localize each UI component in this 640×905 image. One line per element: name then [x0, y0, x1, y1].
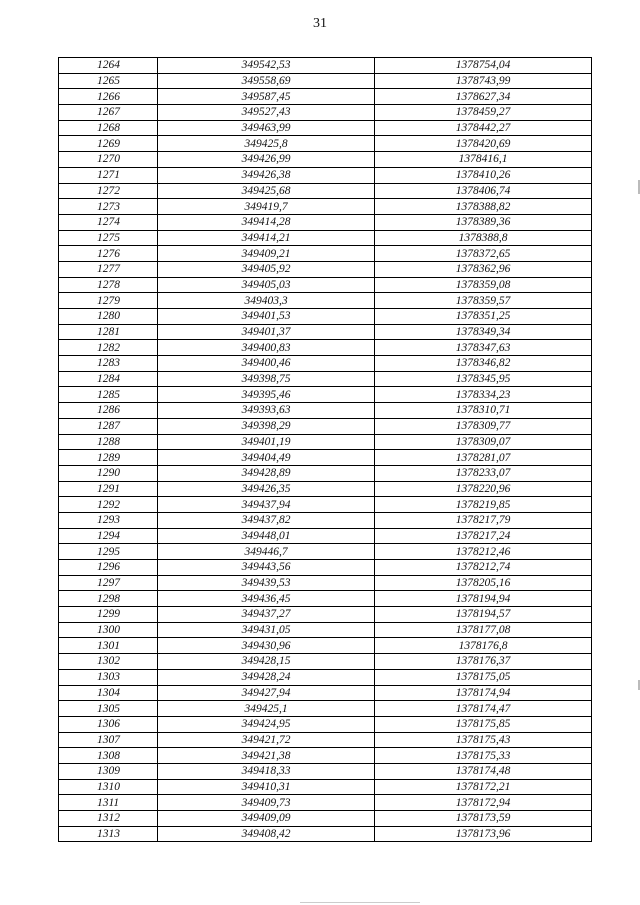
y-coordinate-cell: 1378174,47	[375, 701, 592, 717]
x-coordinate-cell: 349409,09	[158, 811, 375, 827]
y-coordinate-cell: 1378388,82	[375, 199, 592, 215]
point-number-cell: 1272	[59, 183, 158, 199]
table-row	[59, 560, 592, 576]
y-coordinate-cell: 1378627,34	[375, 89, 592, 105]
x-coordinate-cell: 349395,46	[158, 387, 375, 403]
y-coordinate-cell: 1378176,37	[375, 654, 592, 670]
x-coordinate-cell: 349448,01	[158, 528, 375, 544]
table-row	[59, 136, 592, 152]
point-number-cell: 1312	[59, 811, 158, 827]
point-number-cell: 1299	[59, 607, 158, 623]
x-coordinate-cell: 349437,94	[158, 497, 375, 513]
table-row	[59, 293, 592, 309]
y-coordinate-cell: 1378334,23	[375, 387, 592, 403]
table-row	[59, 356, 592, 372]
y-coordinate-cell: 1378347,63	[375, 340, 592, 356]
x-coordinate-cell: 349425,1	[158, 701, 375, 717]
point-number-cell: 1285	[59, 387, 158, 403]
table-row	[59, 214, 592, 230]
x-coordinate-cell: 349428,24	[158, 669, 375, 685]
table-row	[59, 732, 592, 748]
y-coordinate-cell: 1378459,27	[375, 105, 592, 121]
table-row	[59, 544, 592, 560]
point-number-cell: 1287	[59, 418, 158, 434]
y-coordinate-cell: 1378175,05	[375, 669, 592, 685]
y-coordinate-cell: 1378194,57	[375, 607, 592, 623]
y-coordinate-cell: 1378172,21	[375, 779, 592, 795]
x-coordinate-cell: 349424,95	[158, 716, 375, 732]
x-coordinate-cell: 349403,3	[158, 293, 375, 309]
table-row	[59, 669, 592, 685]
table-row	[59, 512, 592, 528]
y-coordinate-cell: 1378175,85	[375, 716, 592, 732]
scan-bottom-mark	[300, 902, 420, 903]
x-coordinate-cell: 349430,96	[158, 638, 375, 654]
point-number-cell: 1268	[59, 120, 158, 136]
table-row	[59, 654, 592, 670]
x-coordinate-cell: 349414,21	[158, 230, 375, 246]
y-coordinate-cell: 1378194,94	[375, 591, 592, 607]
point-number-cell: 1279	[59, 293, 158, 309]
point-number-cell: 1271	[59, 167, 158, 183]
y-coordinate-cell: 1378219,85	[375, 497, 592, 513]
y-coordinate-cell: 1378212,46	[375, 544, 592, 560]
y-coordinate-cell: 1378442,27	[375, 120, 592, 136]
point-number-cell: 1302	[59, 654, 158, 670]
x-coordinate-cell: 349414,28	[158, 214, 375, 230]
point-number-cell: 1294	[59, 528, 158, 544]
y-coordinate-cell: 1378281,07	[375, 450, 592, 466]
point-number-cell: 1267	[59, 105, 158, 121]
table-row	[59, 403, 592, 419]
point-number-cell: 1304	[59, 685, 158, 701]
point-number-cell: 1282	[59, 340, 158, 356]
y-coordinate-cell: 1378212,74	[375, 560, 592, 576]
page-number: 31	[313, 16, 327, 31]
point-number-cell: 1307	[59, 732, 158, 748]
x-coordinate-cell: 349401,19	[158, 434, 375, 450]
point-number-cell: 1276	[59, 246, 158, 262]
y-coordinate-cell: 1378345,95	[375, 371, 592, 387]
table-row	[59, 167, 592, 183]
point-number-cell: 1265	[59, 73, 158, 89]
table-row	[59, 779, 592, 795]
table-row	[59, 387, 592, 403]
y-coordinate-cell: 1378420,69	[375, 136, 592, 152]
table-row	[59, 152, 592, 168]
point-number-cell: 1274	[59, 214, 158, 230]
x-coordinate-cell: 349400,46	[158, 356, 375, 372]
point-number-cell: 1313	[59, 826, 158, 842]
x-coordinate-cell: 349425,68	[158, 183, 375, 199]
y-coordinate-cell: 1378173,96	[375, 826, 592, 842]
y-coordinate-cell: 1378175,43	[375, 732, 592, 748]
y-coordinate-cell: 1378372,65	[375, 246, 592, 262]
y-coordinate-cell: 1378217,79	[375, 512, 592, 528]
x-coordinate-cell: 349405,03	[158, 277, 375, 293]
x-coordinate-cell: 349421,38	[158, 748, 375, 764]
x-coordinate-cell: 349405,92	[158, 261, 375, 277]
table-row	[59, 622, 592, 638]
table-row	[59, 748, 592, 764]
point-number-cell: 1290	[59, 465, 158, 481]
table-row	[59, 246, 592, 262]
table-row	[59, 73, 592, 89]
y-coordinate-cell: 1378205,16	[375, 575, 592, 591]
x-coordinate-cell: 349527,43	[158, 105, 375, 121]
y-coordinate-cell: 1378410,26	[375, 167, 592, 183]
y-coordinate-cell: 1378233,07	[375, 465, 592, 481]
y-coordinate-cell: 1378173,59	[375, 811, 592, 827]
x-coordinate-cell: 349401,53	[158, 309, 375, 325]
point-number-cell: 1266	[59, 89, 158, 105]
point-number-cell: 1281	[59, 324, 158, 340]
x-coordinate-cell: 349398,75	[158, 371, 375, 387]
y-coordinate-cell: 1378362,96	[375, 261, 592, 277]
y-coordinate-cell: 1378172,94	[375, 795, 592, 811]
x-coordinate-cell: 349437,82	[158, 512, 375, 528]
point-number-cell: 1303	[59, 669, 158, 685]
table-row	[59, 324, 592, 340]
x-coordinate-cell: 349443,56	[158, 560, 375, 576]
point-number-cell: 1295	[59, 544, 158, 560]
x-coordinate-cell: 349419,7	[158, 199, 375, 215]
table-row	[59, 371, 592, 387]
y-coordinate-cell: 1378309,07	[375, 434, 592, 450]
table-row	[59, 481, 592, 497]
y-coordinate-cell: 1378406,74	[375, 183, 592, 199]
table-row	[59, 497, 592, 513]
x-coordinate-cell: 349463,99	[158, 120, 375, 136]
table-row	[59, 230, 592, 246]
point-number-cell: 1305	[59, 701, 158, 717]
x-coordinate-cell: 349426,99	[158, 152, 375, 168]
table-row	[59, 826, 592, 842]
y-coordinate-cell: 1378388,8	[375, 230, 592, 246]
x-coordinate-cell: 349428,15	[158, 654, 375, 670]
x-coordinate-cell: 349421,72	[158, 732, 375, 748]
y-coordinate-cell: 1378416,1	[375, 152, 592, 168]
y-coordinate-cell: 1378220,96	[375, 481, 592, 497]
y-coordinate-cell: 1378176,8	[375, 638, 592, 654]
coordinates-table-body	[59, 58, 592, 842]
x-coordinate-cell: 349426,38	[158, 167, 375, 183]
x-coordinate-cell: 349446,7	[158, 544, 375, 560]
x-coordinate-cell: 349542,53	[158, 58, 375, 74]
y-coordinate-cell: 1378310,71	[375, 403, 592, 419]
point-number-cell: 1286	[59, 403, 158, 419]
point-number-cell: 1296	[59, 560, 158, 576]
table-row	[59, 309, 592, 325]
coordinates-table	[58, 57, 592, 842]
point-number-cell: 1300	[59, 622, 158, 638]
table-row	[59, 105, 592, 121]
y-coordinate-cell: 1378349,34	[375, 324, 592, 340]
x-coordinate-cell: 349404,49	[158, 450, 375, 466]
point-number-cell: 1283	[59, 356, 158, 372]
x-coordinate-cell: 349409,21	[158, 246, 375, 262]
x-coordinate-cell: 349398,29	[158, 418, 375, 434]
point-number-cell: 1297	[59, 575, 158, 591]
y-coordinate-cell: 1378174,94	[375, 685, 592, 701]
point-number-cell: 1278	[59, 277, 158, 293]
x-coordinate-cell: 349436,45	[158, 591, 375, 607]
x-coordinate-cell: 349425,8	[158, 136, 375, 152]
point-number-cell: 1280	[59, 309, 158, 325]
x-coordinate-cell: 349408,42	[158, 826, 375, 842]
table-row	[59, 638, 592, 654]
table-row	[59, 120, 592, 136]
table-row	[59, 199, 592, 215]
table-row	[59, 183, 592, 199]
x-coordinate-cell: 349558,69	[158, 73, 375, 89]
point-number-cell: 1284	[59, 371, 158, 387]
point-number-cell: 1311	[59, 795, 158, 811]
point-number-cell: 1275	[59, 230, 158, 246]
x-coordinate-cell: 349426,35	[158, 481, 375, 497]
y-coordinate-cell: 1378346,82	[375, 356, 592, 372]
table-row	[59, 465, 592, 481]
y-coordinate-cell: 1378351,25	[375, 309, 592, 325]
point-number-cell: 1291	[59, 481, 158, 497]
x-coordinate-cell: 349418,33	[158, 763, 375, 779]
point-number-cell: 1270	[59, 152, 158, 168]
x-coordinate-cell: 349400,83	[158, 340, 375, 356]
y-coordinate-cell: 1378175,33	[375, 748, 592, 764]
table-row	[59, 261, 592, 277]
point-number-cell: 1269	[59, 136, 158, 152]
point-number-cell: 1264	[59, 58, 158, 74]
table-row	[59, 528, 592, 544]
y-coordinate-cell: 1378174,48	[375, 763, 592, 779]
x-coordinate-cell: 349401,37	[158, 324, 375, 340]
point-number-cell: 1289	[59, 450, 158, 466]
y-coordinate-cell: 1378177,08	[375, 622, 592, 638]
table-row	[59, 340, 592, 356]
table-row	[59, 575, 592, 591]
x-coordinate-cell: 349393,63	[158, 403, 375, 419]
x-coordinate-cell: 349409,73	[158, 795, 375, 811]
point-number-cell: 1298	[59, 591, 158, 607]
table-row	[59, 277, 592, 293]
point-number-cell: 1292	[59, 497, 158, 513]
y-coordinate-cell: 1378754,04	[375, 58, 592, 74]
x-coordinate-cell: 349428,89	[158, 465, 375, 481]
table-row	[59, 58, 592, 74]
x-coordinate-cell: 349427,94	[158, 685, 375, 701]
point-number-cell: 1306	[59, 716, 158, 732]
x-coordinate-cell: 349587,45	[158, 89, 375, 105]
point-number-cell: 1309	[59, 763, 158, 779]
y-coordinate-cell: 1378217,24	[375, 528, 592, 544]
table-row	[59, 450, 592, 466]
table-row	[59, 418, 592, 434]
y-coordinate-cell: 1378359,57	[375, 293, 592, 309]
table-row	[59, 701, 592, 717]
table-row	[59, 89, 592, 105]
table-row	[59, 434, 592, 450]
y-coordinate-cell: 1378309,77	[375, 418, 592, 434]
point-number-cell: 1310	[59, 779, 158, 795]
point-number-cell: 1273	[59, 199, 158, 215]
table-row	[59, 763, 592, 779]
y-coordinate-cell: 1378359,08	[375, 277, 592, 293]
x-coordinate-cell: 349431,05	[158, 622, 375, 638]
x-coordinate-cell: 349437,27	[158, 607, 375, 623]
y-coordinate-cell: 1378743,99	[375, 73, 592, 89]
y-coordinate-cell: 1378389,36	[375, 214, 592, 230]
table-row	[59, 591, 592, 607]
table-row	[59, 607, 592, 623]
table-row	[59, 716, 592, 732]
table-row	[59, 685, 592, 701]
point-number-cell: 1293	[59, 512, 158, 528]
table-row	[59, 795, 592, 811]
x-coordinate-cell: 349439,53	[158, 575, 375, 591]
table-row	[59, 811, 592, 827]
point-number-cell: 1277	[59, 261, 158, 277]
point-number-cell: 1308	[59, 748, 158, 764]
x-coordinate-cell: 349410,31	[158, 779, 375, 795]
point-number-cell: 1288	[59, 434, 158, 450]
point-number-cell: 1301	[59, 638, 158, 654]
